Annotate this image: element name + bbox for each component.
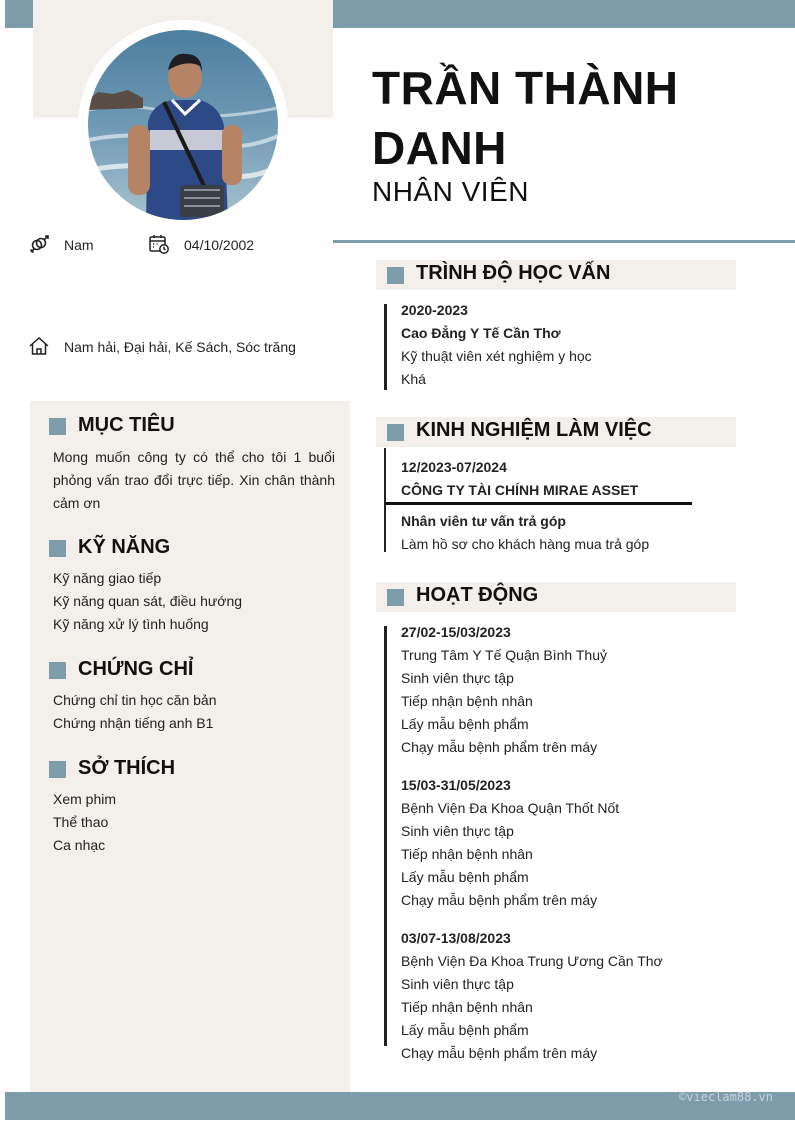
education-grade: Khá <box>401 371 426 387</box>
skills-title: KỸ NĂNG <box>78 536 171 558</box>
square-bullet-icon <box>387 424 404 441</box>
activities-header <box>376 582 736 612</box>
activity-period: 15/03-31/05/2023 <box>401 777 511 793</box>
objective-title: MỤC TIÊU <box>78 414 175 436</box>
skill-item: Kỹ năng xử lý tình huống <box>53 616 209 632</box>
activity-period: 03/07-13/08/2023 <box>401 930 511 946</box>
activity-place: Trung Tâm Y Tế Quận Bình Thuỷ <box>401 647 607 663</box>
activity-line: Sinh viên thực tập <box>401 670 514 686</box>
experience-period: 12/2023-07/2024 <box>401 459 507 475</box>
experience-company: CÔNG TY TÀI CHÍNH MIRAE ASSET <box>401 482 639 498</box>
address-value: Nam hải, Đại hải, Kế Sách, Sóc trăng <box>64 339 296 355</box>
activity-period: 27/02-15/03/2023 <box>401 624 511 640</box>
education-school: Cao Đẳng Y Tế Cần Thơ <box>401 325 561 341</box>
hobby-item: Ca nhạc <box>53 837 106 853</box>
experience-description: Làm hồ sơ cho khách hàng mua trả góp <box>401 536 650 552</box>
education-header <box>376 260 736 290</box>
square-bullet-icon <box>387 267 404 284</box>
education-timeline-line <box>384 304 387 390</box>
education-title: TRÌNH ĐỘ HỌC VẤN <box>416 262 611 284</box>
candidate-name: TRẦN THÀNH DANH <box>372 62 679 174</box>
experience-timeline-line <box>384 448 386 552</box>
hobby-item: Xem phim <box>53 791 117 807</box>
activity-line: Lấy mẫu bệnh phẩm <box>401 869 529 885</box>
education-major: Kỹ thuật viên xét nghiệm y học <box>401 348 592 364</box>
activity-line: Chạy mẫu bệnh phẩm trên máy <box>401 739 598 755</box>
experience-company-underline <box>386 502 692 505</box>
education-period: 2020-2023 <box>401 302 468 318</box>
activity-line: Lấy mẫu bệnh phẩm <box>401 716 529 732</box>
hobby-item: Thể thao <box>53 814 109 830</box>
experience-title: KINH NGHIỆM LÀM VIỆC <box>416 419 652 441</box>
bottom-accent-bar <box>5 1092 795 1120</box>
avatar <box>88 30 278 220</box>
objective-text: Mong muốn công ty có thể cho tôi 1 buổi phỏng vấn trao đổi trực tiếp. Xin chân thành cảm ơn <box>53 449 335 511</box>
square-bullet-icon <box>49 761 66 778</box>
watermark: ©vieclam88.vn <box>679 1090 773 1104</box>
experience-header <box>376 417 736 447</box>
square-bullet-icon <box>49 662 66 679</box>
activity-line: Sinh viên thực tập <box>401 823 514 839</box>
home-icon <box>28 335 50 357</box>
activities-title: HOẠT ĐỘNG <box>416 584 539 606</box>
skill-item: Kỹ năng quan sát, điều hướng <box>53 593 243 609</box>
certificate-item: Chứng chỉ tin học căn bản <box>53 692 217 708</box>
gender-icon <box>28 234 50 256</box>
square-bullet-icon <box>49 418 66 435</box>
calendar-icon <box>148 233 170 255</box>
activity-line: Tiếp nhận bệnh nhân <box>401 999 533 1015</box>
gender-value: Nam <box>64 237 94 253</box>
activity-line: Chạy mẫu bệnh phẩm trên máy <box>401 1045 598 1061</box>
certificate-item: Chứng nhận tiếng anh B1 <box>53 715 214 731</box>
square-bullet-icon <box>49 540 66 557</box>
activity-line: Chạy mẫu bệnh phẩm trên máy <box>401 892 598 908</box>
skill-item: Kỹ năng giao tiếp <box>53 570 162 586</box>
certificates-title: CHỨNG CHỈ <box>78 658 194 680</box>
birth-date-value: 04/10/2002 <box>184 237 255 253</box>
activity-line: Tiếp nhận bệnh nhân <box>401 846 533 862</box>
activity-line: Sinh viên thực tập <box>401 976 514 992</box>
activity-line: Tiếp nhận bệnh nhân <box>401 693 533 709</box>
header-divider <box>333 240 795 243</box>
activity-place: Bệnh Viện Đa Khoa Quận Thốt Nốt <box>401 800 620 816</box>
activity-place: Bệnh Viện Đa Khoa Trung Ương Cần Thơ <box>401 953 663 969</box>
square-bullet-icon <box>387 589 404 606</box>
experience-role: Nhân viên tư vấn trả góp <box>401 513 566 529</box>
hobbies-title: SỞ THÍCH <box>78 757 176 779</box>
activities-timeline-line <box>384 626 387 1046</box>
activity-line: Lấy mẫu bệnh phẩm <box>401 1022 529 1038</box>
candidate-position: NHÂN VIÊN <box>372 176 529 207</box>
